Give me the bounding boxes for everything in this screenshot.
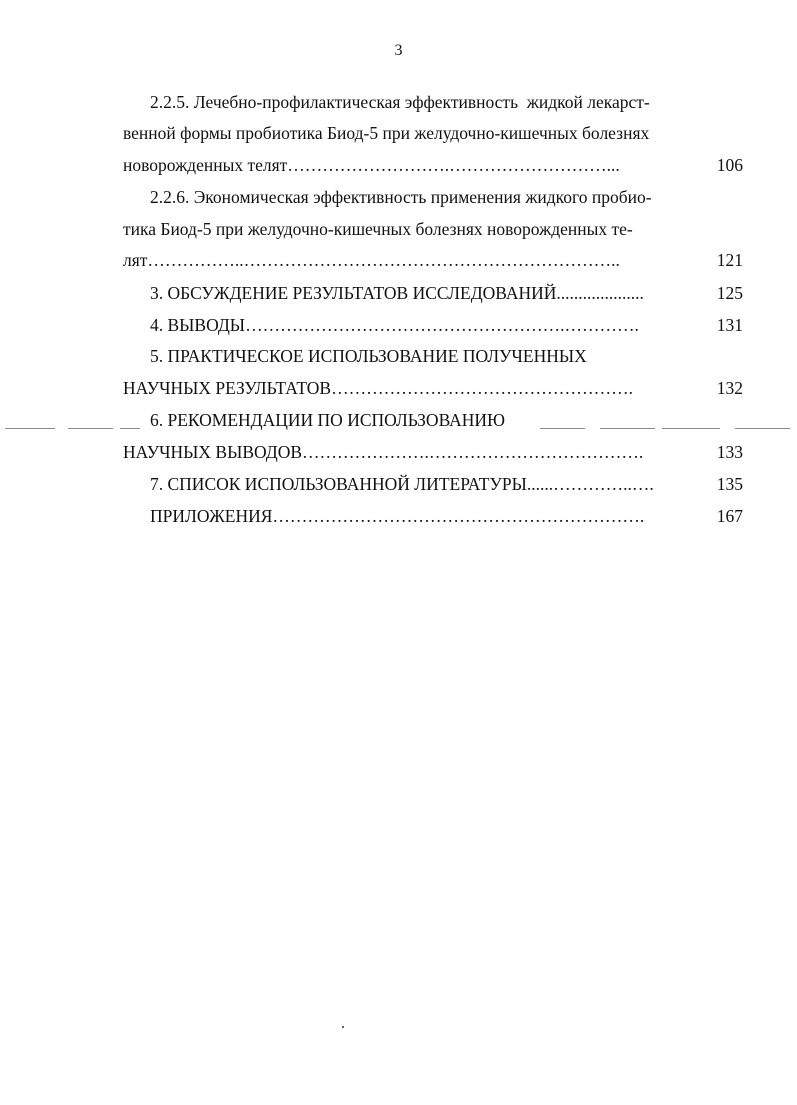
toc-line: 5. ПРАКТИЧЕСКОЕ ИСПОЛЬЗОВАНИЕ ПОЛУЧЕННЫХ — [150, 346, 587, 366]
toc-page-number: 131 — [716, 315, 743, 335]
toc-line: НАУЧНЫХ РЕЗУЛЬТАТОВ……………………………………………. — [123, 378, 633, 398]
toc-line: венной формы пробиотика Биод-5 при желудочно-кишечных болезнях — [123, 123, 650, 143]
toc-page-number: 133 — [716, 442, 743, 462]
toc-line: 2.2.5. Лечебно-профилактическая эффективность жидкой лекарст- — [150, 92, 650, 112]
toc-page-number: 121 — [716, 250, 743, 270]
toc-page-number: 125 — [716, 283, 743, 303]
toc-line: НАУЧНЫХ ВЫВОДОВ………………….………………………………. — [123, 442, 644, 462]
toc-line: 6. РЕКОМЕНДАЦИИ ПО ИСПОЛЬЗОВАНИЮ — [150, 410, 506, 430]
toc-line: 3. ОБСУЖДЕНИЕ РЕЗУЛЬТАТОВ ИССЛЕДОВАНИЙ.................... — [150, 283, 644, 303]
toc-line: 2.2.6. Экономическая эффективность применения жидкого пробио- — [150, 187, 652, 207]
toc-line: тика Биод-5 при желудочно-кишечных болезнях новорожденных те- — [123, 219, 633, 239]
toc-line: лят……………..……………………………………………………….. — [123, 250, 620, 270]
toc-page-number: 167 — [716, 506, 743, 526]
toc-page-number: 135 — [716, 474, 743, 494]
toc-page-number: 106 — [716, 155, 743, 175]
toc-page-number: 132 — [716, 378, 743, 398]
toc-line: 4. ВЫВОДЫ……………………………………………….…………. — [150, 315, 639, 335]
scan-speck — [342, 1026, 344, 1028]
toc-line: новорожденных телят……………………….………………………... — [123, 155, 620, 175]
toc-line: ПРИЛОЖЕНИЯ………………………………………………………. — [150, 506, 645, 526]
page-number: 3 — [394, 42, 403, 59]
toc-line: 7. СПИСОК ИСПОЛЬЗОВАННОЙ ЛИТЕРАТУРЫ......…………..…. — [150, 474, 654, 494]
